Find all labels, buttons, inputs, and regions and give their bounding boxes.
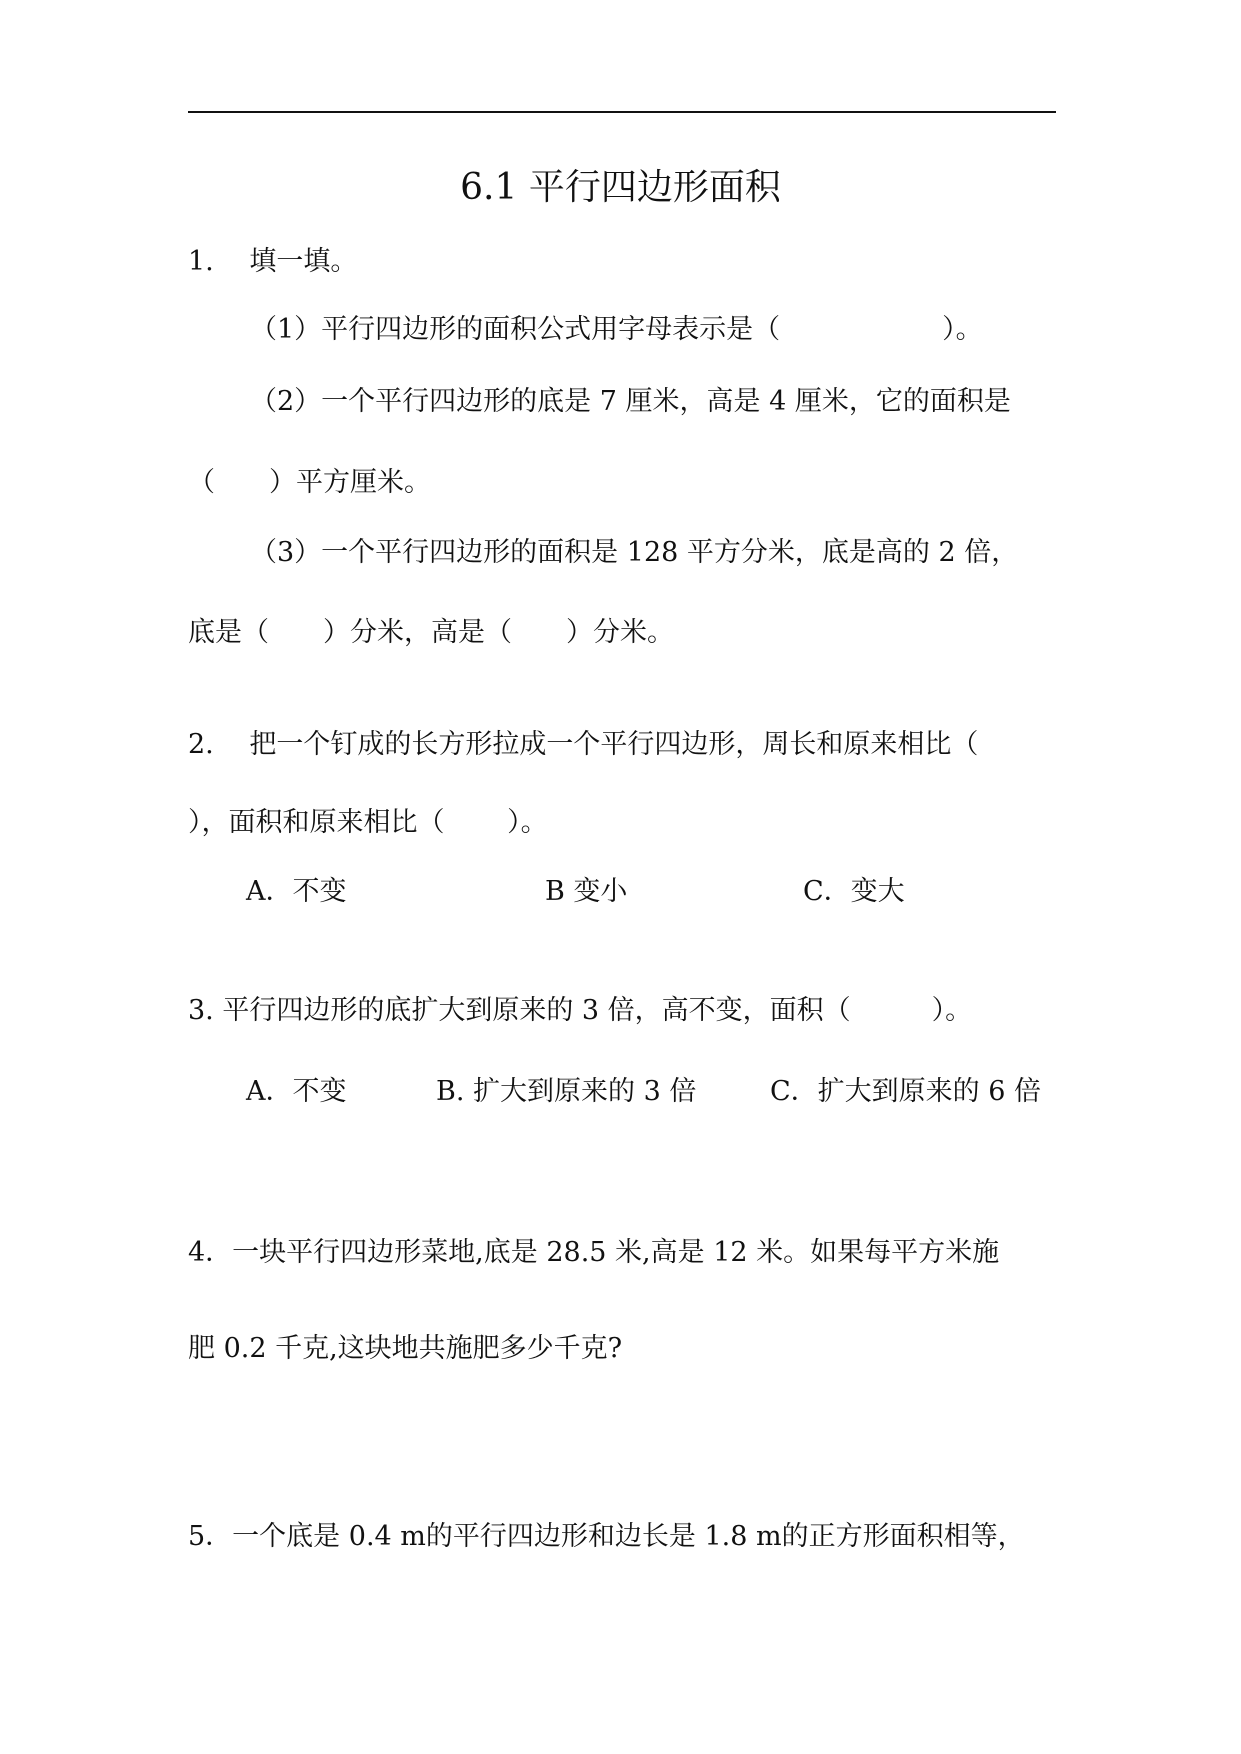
q1-part2-line2: （ ）平方厘米。 bbox=[188, 467, 431, 498]
q2-line2: ），面积和原来相比（ ）。 bbox=[188, 807, 548, 838]
page-title: 6.1 平行四边形面积 bbox=[460, 167, 781, 208]
q1-part3-line1: （3）一个平行四边形的面积是 128 平方分米，底是高的 2 倍， bbox=[250, 537, 1019, 568]
q4-line1: 4．一块平行四边形菜地,底是 28.5 米,高是 12 米。如果每平方米施 bbox=[188, 1237, 1000, 1268]
q1-part3-line2: 底是（ ）分米，高是（ ）分米。 bbox=[188, 617, 674, 648]
q3-option-b: B. 扩大到原来的 3 倍 bbox=[436, 1076, 697, 1107]
q3-line1: 3. 平行四边形的底扩大到原来的 3 倍，高不变，面积（ ）。 bbox=[188, 995, 973, 1026]
q3-option-c: C．扩大到原来的 6 倍 bbox=[770, 1076, 1042, 1107]
q1-heading: 1. 填一填。 bbox=[188, 246, 358, 277]
q2-line1: 2. 把一个钉成的长方形拉成一个平行四边形，周长和原来相比（ bbox=[188, 729, 979, 760]
q2-option-c: C．变大 bbox=[803, 876, 905, 907]
q5-line1: 5．一个底是 0.4 m的平行四边形和边长是 1.8 m的正方形面积相等， bbox=[188, 1521, 1025, 1552]
header-rule bbox=[188, 111, 1056, 113]
q3-option-a: A．不变 bbox=[246, 1076, 347, 1107]
q4-line2: 肥 0.2 千克,这块地共施肥多少千克? bbox=[188, 1333, 623, 1364]
q2-option-a: A．不变 bbox=[246, 876, 347, 907]
q1-part2-line1: （2）一个平行四边形的底是 7 厘米，高是 4 厘米，它的面积是 bbox=[250, 386, 1011, 417]
q1-part1: （1）平行四边形的面积公式用字母表示是（ ）。 bbox=[250, 314, 983, 345]
q2-option-b: B 变小 bbox=[545, 876, 628, 907]
